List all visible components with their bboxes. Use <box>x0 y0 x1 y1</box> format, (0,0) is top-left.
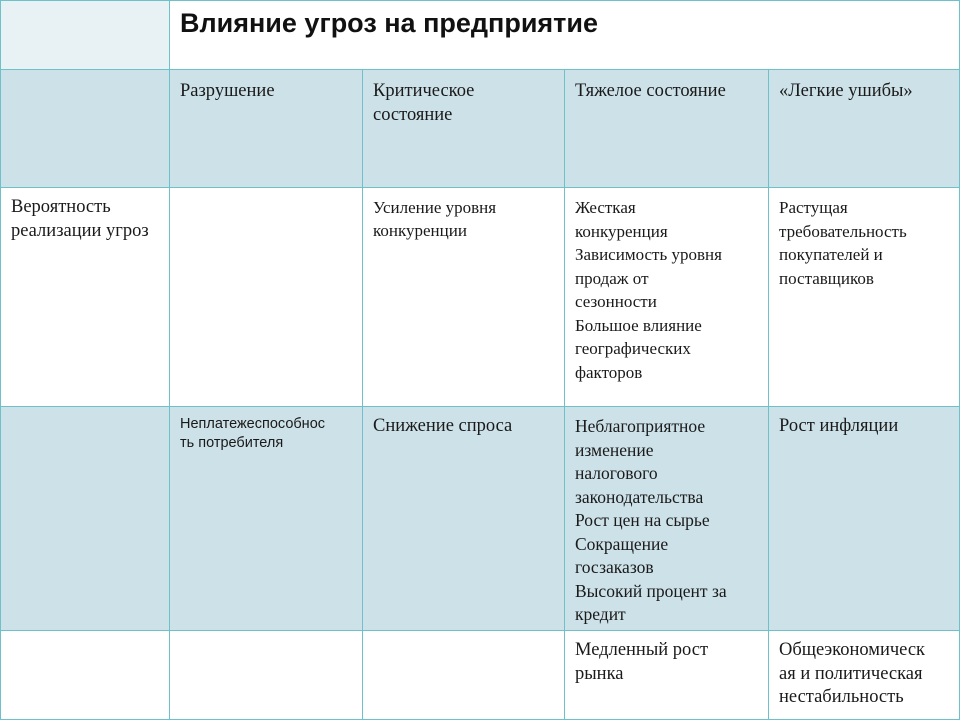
table-cell: Растущая требовательность покупателей и поставщиков <box>769 188 960 407</box>
header-destruction: Разрушение <box>170 70 363 188</box>
row-label-empty <box>0 407 170 631</box>
table-cell: Неплатежеспособнос ть потребителя <box>170 407 363 631</box>
table-cell: Жесткая конкуренция Зависимость уровня продаж от сезонности Большое влияние географических факторов <box>565 188 769 407</box>
row-label-empty <box>0 631 170 720</box>
row-label-probability: Вероятность реализации угроз <box>0 188 170 407</box>
table-cell <box>170 188 363 407</box>
table-cell: Усиление уровня конкуренции <box>363 188 565 407</box>
header-minor-bruises: «Легкие ушибы» <box>769 70 960 188</box>
table-cell: Снижение спроса <box>363 407 565 631</box>
table-cell <box>170 631 363 720</box>
header-severe-state: Тяжелое состояние <box>565 70 769 188</box>
header-corner-cell <box>0 70 170 188</box>
table-cell: Общеэкономическ ая и политическая нестабильность <box>769 631 960 720</box>
table-cell: Медленный рост рынка <box>565 631 769 720</box>
table-cell: Неблагоприятное изменение налогового законодательства Рост цен на сырье Сокращение госзаказов Высокий процент за кредит <box>565 407 769 631</box>
table-cell: Рост инфляции <box>769 407 960 631</box>
table-cell <box>363 631 565 720</box>
corner-cell <box>0 0 170 70</box>
header-critical-state: Критическое состояние <box>363 70 565 188</box>
table-title: Влияние угроз на предприятие <box>170 0 960 70</box>
